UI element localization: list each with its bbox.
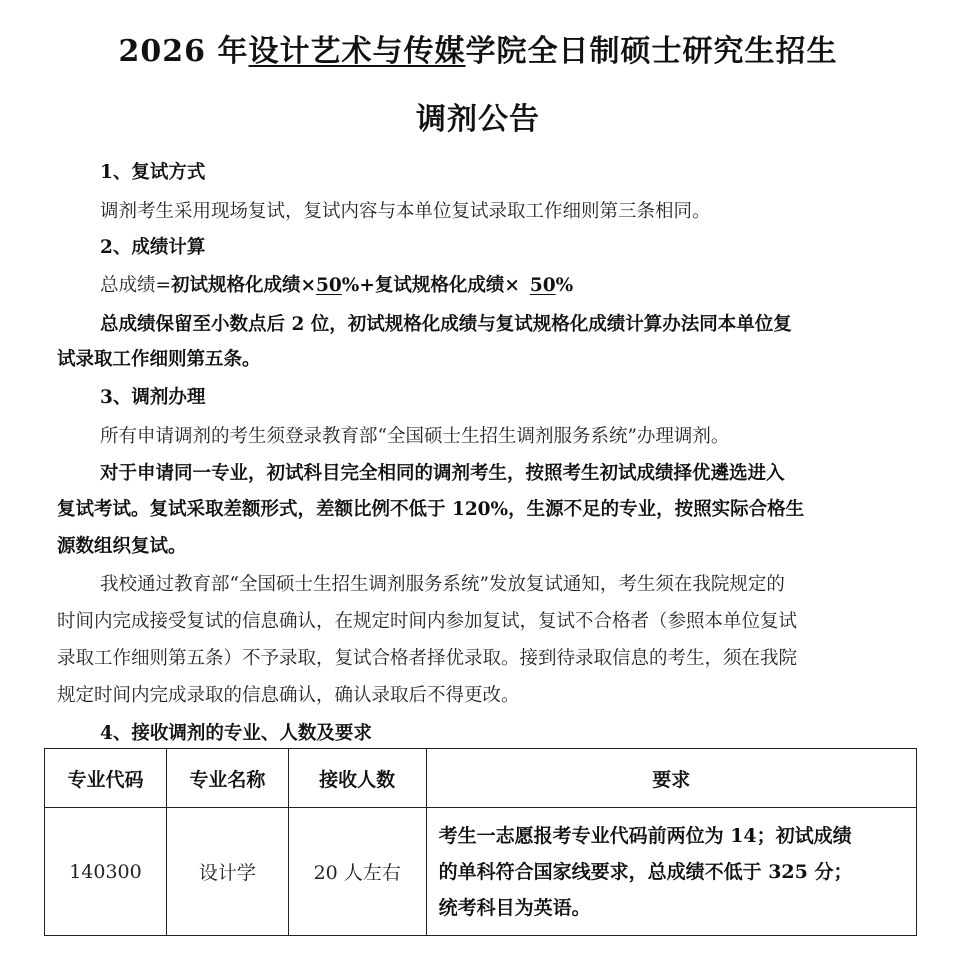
formula-suffix: % [555,275,574,296]
score-formula [100,272,573,300]
section3-bold-line2: 复试考试。复试采取差额形式，差额比例不低于 120%，生源不足的专业，按照实际合格生 [57,499,805,520]
section3-para-line1: 我校通过教育部“全国硕士生招生调剂服务系统”发放复试通知，考生须在我院规定的 [100,574,785,595]
requirement-line2: 的单科符合国家线要求，总成绩不低于 325 分； [438,860,853,883]
cell-quota: 20 人左右 [288,808,426,936]
header-quota: 接收人数 [288,749,426,808]
section1-heading: 1、复试方式 [100,162,206,183]
table-row [45,808,917,936]
header-name: 专业名称 [166,749,288,808]
cell-name: 设计学 [166,808,288,936]
section3-heading: 3、调剂办理 [100,387,206,408]
formula-pct1: 50 [316,275,342,296]
requirement-line1: 考生一志愿报考专业代码前两位为 14；初试成绩 [438,824,852,847]
page-title-line2: 调剂公告 [416,102,540,137]
header-requirement: 要求 [426,749,916,808]
title-rest: 学院全日制硕士研究生招生 [465,34,838,69]
table-header-row [45,749,917,808]
admission-table [44,748,917,936]
formula-mid: %+复试规格化成绩× [341,275,520,296]
section2-note-line1: 总成绩保留至小数点后 2 位，初试规格化成绩与复试规格化成绩计算办法同本单位复 [100,314,792,335]
section3-para-line4: 规定时间内完成录取的信息确认，确认录取后不得更改。 [57,685,520,706]
section3-para-line3: 录取工作细则第五条）不予录取，复试合格者择优录取。接到待录取信息的考生，须在我院 [57,648,798,669]
section4-heading: 4、接收调剂的专业、人数及要求 [100,723,372,744]
formula-prefix: 总成绩= [100,275,172,296]
header-code: 专业代码 [45,749,167,808]
section3-para-line2: 时间内完成接受复试的信息确认，在规定时间内参加复试，复试不合格者（参照本单位复试 [57,611,798,632]
requirement-line3: 统考科目为英语。 [438,896,591,919]
title-year: 2026 年 [118,34,249,69]
section3-bold-line3: 源数组织复试。 [57,536,187,557]
title-institution: 设计艺术与传媒 [248,34,466,69]
section2-heading: 2、成绩计算 [100,237,206,258]
cell-requirement [426,808,916,936]
section2-note-line2: 试录取工作细则第五条。 [57,349,261,370]
section1-text: 调剂考生采用现场复试，复试内容与本单位复试录取工作细则第三条相同。 [100,201,711,222]
cell-code: 140300 [45,808,167,936]
section3-text: 所有申请调剂的考生须登录教育部“全国硕士生招生调剂服务系统”办理调剂。 [100,426,730,447]
page-title [0,32,956,72]
formula-part1: 初试规格化成绩× [171,275,317,296]
formula-pct2: 50 [529,275,556,296]
section3-bold-line1: 对于申请同一专业，初试科目完全相同的调剂考生，按照考生初试成绩择优遴选进入 [100,463,785,484]
